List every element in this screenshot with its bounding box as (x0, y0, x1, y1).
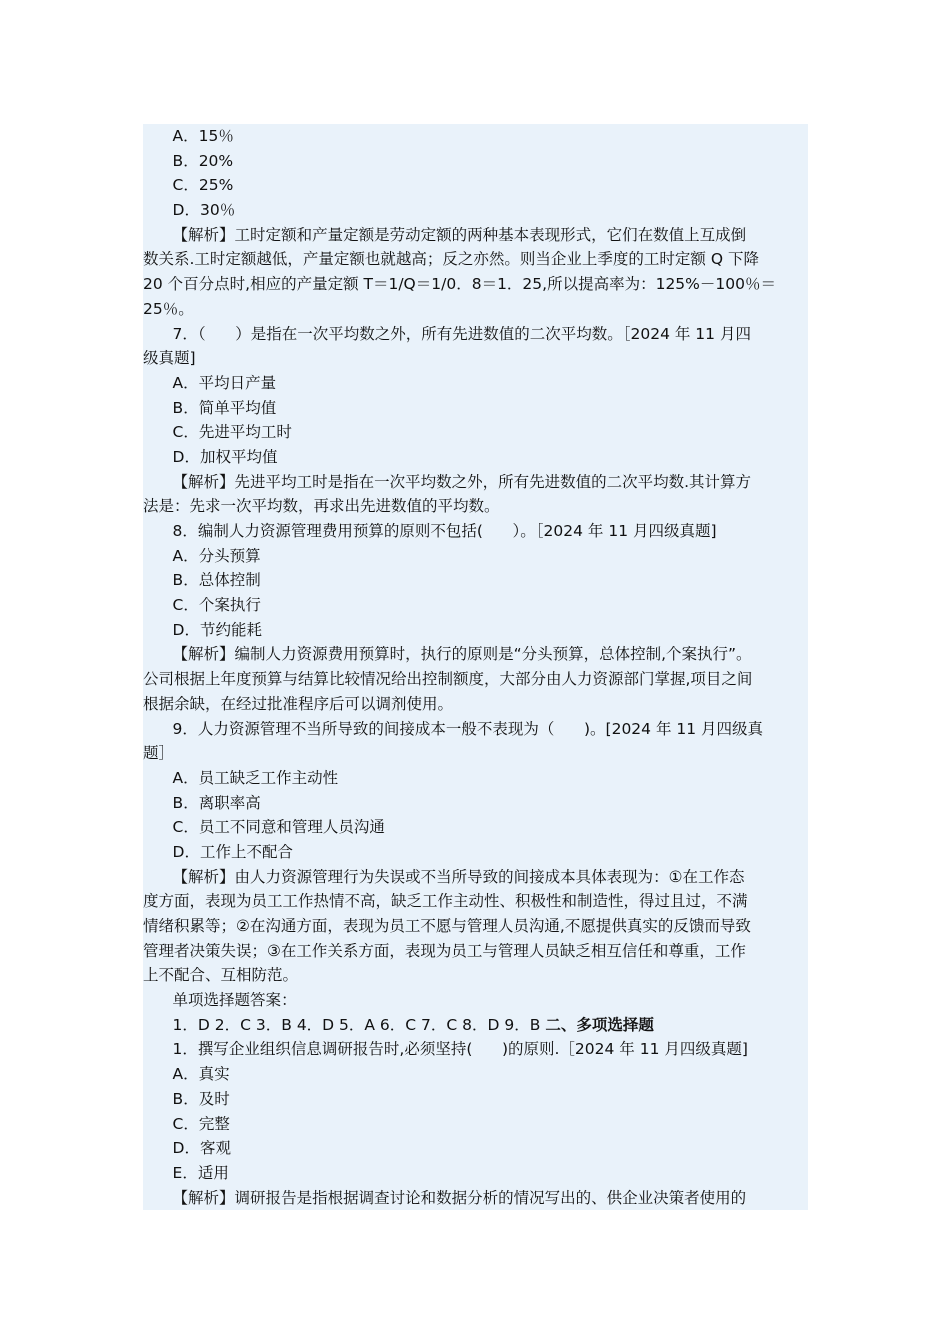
text-line: B．总体控制 (143, 568, 808, 593)
text-line: D．加权平均值 (143, 445, 808, 470)
section-heading: 二、多项选择题 (545, 1015, 654, 1034)
text-line: B．离职率高 (143, 791, 808, 816)
text-line: A．员工缺乏工作主动性 (143, 766, 808, 791)
text-line: 1．撰写企业组织信息调研报告时,必须坚持( )的原则.［2024 年 11 月四级真题] (143, 1037, 808, 1062)
text-line: 根据余缺，在经过批准程序后可以调剂使用。 (143, 692, 808, 717)
text-line: 级真题] (143, 346, 808, 371)
text-line: 题］ (143, 741, 808, 766)
text-line: B．及时 (143, 1087, 808, 1112)
text-line: 7．（ ）是指在一次平均数之外，所有先进数值的二次平均数。［2024 年 11 月四 (143, 322, 808, 347)
text-line: A．15％ (143, 124, 808, 149)
text-line: D．节约能耗 (143, 618, 808, 643)
text-line: A．真实 (143, 1062, 808, 1087)
text-line: A．平均日产量 (143, 371, 808, 396)
text-line: D．工作上不配合 (143, 840, 808, 865)
text-line: 数关系.工时定额越低，产量定额也就越高；反之亦然。则当企业上季度的工时定额 Q 下降 (143, 247, 808, 272)
text-line: A．分头预算 (143, 544, 808, 569)
text-line: C．员工不同意和管理人员沟通 (143, 815, 808, 840)
text-line: D．30％ (143, 198, 808, 223)
text-line: 【解析】先进平均工时是指在一次平均数之外，所有先进数值的二次平均数.其计算方 (143, 470, 808, 495)
text-line: 单项选择题答案： (143, 988, 808, 1013)
text-line: B．简单平均值 (143, 396, 808, 421)
text-line: 法是：先求一次平均数，再求出先进数值的平均数。 (143, 494, 808, 519)
document-body (143, 124, 808, 1210)
text-line: 管理者决策失误；③在工作关系方面，表现为员工与管理人员缺乏相互信任和尊重，工作 (143, 939, 808, 964)
text-line: B．20% (143, 149, 808, 174)
text-line: 20 个百分点时,相应的产量定额 T＝1/Q＝1/0．8＝1．25,所以提高率为：125%－100％＝ (143, 272, 808, 297)
text-line: E．适用 (143, 1161, 808, 1186)
text-line: 【解析】由人力资源管理行为失误或不当所导致的间接成本具体表现为：①在工作态 (143, 865, 808, 890)
answer-key-text: 1．D 2．C 3．B 4．D 5．A 6．C 7．C 8．D 9．B (143, 1015, 546, 1034)
text-line: 公司根据上年度预算与结算比较情况给出控制额度，大部分由人力资源部门掌握,项目之间 (143, 667, 808, 692)
text-line: 【解析】编制人力资源费用预算时，执行的原则是“分头预算，总体控制,个案执行”。 (143, 642, 808, 667)
text-line: C．个案执行 (143, 593, 808, 618)
text-line: 9．人力资源管理不当所导致的间接成本一般不表现为（ )。[2024 年 11 月四级真 (143, 717, 808, 742)
text-line: C．25% (143, 173, 808, 198)
text-line: 8．编制人力资源管理费用预算的原则不包括( ）。［2024 年 11 月四级真题] (143, 519, 808, 544)
answer-key-line (143, 1013, 808, 1038)
text-line: 度方面，表现为员工工作热情不高，缺乏工作主动性、积极性和制造性，得过且过，不满 (143, 889, 808, 914)
text-line: C．完整 (143, 1112, 808, 1137)
text-line: C．先进平均工时 (143, 420, 808, 445)
text-line: D．客观 (143, 1136, 808, 1161)
text-line: 【解析】工时定额和产量定额是劳动定额的两种基本表现形式，它们在数值上互成倒 (143, 223, 808, 248)
text-line: 【解析】调研报告是指根据调查讨论和数据分析的情况写出的、供企业决策者使用的 (143, 1186, 808, 1211)
text-line: 25％。 (143, 297, 808, 322)
text-line: 情绪积累等；②在沟通方面，表现为员工不愿与管理人员沟通,不愿提供真实的反馈而导致 (143, 914, 808, 939)
text-line: 上不配合、互相防范。 (143, 963, 808, 988)
